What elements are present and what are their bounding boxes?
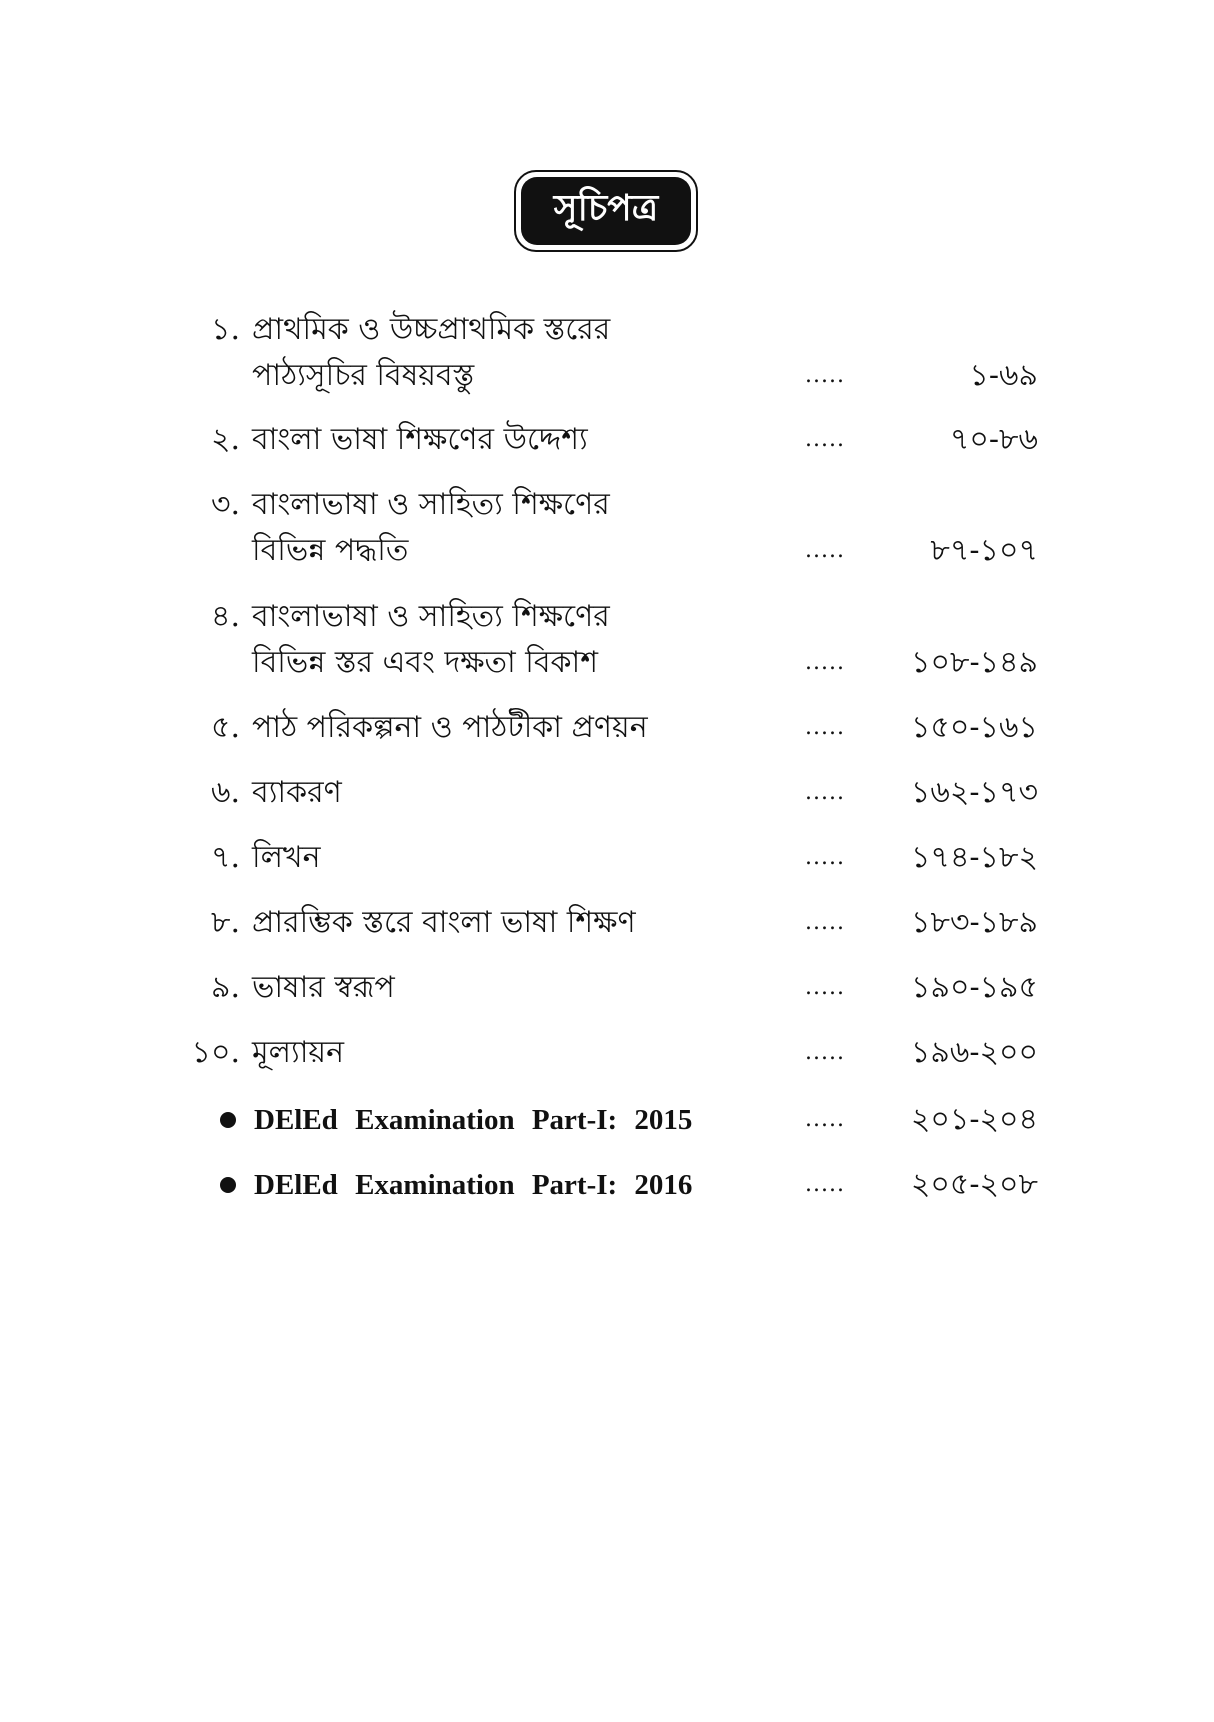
entry-title-line-1: ব্যাকরণ [252, 775, 342, 810]
entry-title-line-1: লিখন [252, 840, 321, 875]
exam-label: DElEd Examination Part-I: 2015 [254, 1104, 693, 1136]
leader-dots: ..... [805, 715, 845, 740]
entry-title-line-1: পাঠ পরিকল্পনা ও পাঠটীকা প্রণয়ন [252, 710, 648, 745]
entry-pages: ১৯৬-২০০ [910, 1035, 1038, 1070]
leader-dots: ..... [805, 780, 845, 805]
entry-pages: ১০৮-১৪৯ [911, 645, 1038, 680]
entry-number: ৮. [210, 905, 240, 940]
entry-number: ৩. [210, 487, 240, 522]
entry-number: ৬. [210, 775, 240, 810]
leader-dots: ..... [805, 363, 845, 388]
leader-dots: ..... [805, 975, 845, 1000]
entry-number: ২. [210, 422, 240, 457]
entry-pages: ২০৫-২০৮ [910, 1167, 1038, 1202]
entry-pages: ১৯০-১৯৫ [911, 970, 1038, 1005]
leader-dots: ..... [805, 427, 845, 452]
entry-title-line-2: বিভিন্ন স্তর এবং দক্ষতা বিকাশ [252, 645, 598, 680]
entry-pages: ১৮৩-১৮৯ [911, 905, 1038, 940]
entry-pages: ২০১-২০৪ [910, 1102, 1038, 1137]
entry-pages: ১৬২-১৭৩ [910, 775, 1038, 810]
entry-title-line-1: প্রারম্ভিক স্তরে বাংলা ভাষা শিক্ষণ [252, 905, 636, 940]
leader-dots: ..... [805, 538, 845, 563]
entry-title-line-2: বিভিন্ন পদ্ধতি [252, 533, 409, 568]
page-title: সূচিপত্র [521, 177, 691, 245]
entry-number: ৪. [210, 599, 240, 634]
entry-number: ৭. [210, 840, 240, 875]
bullet-icon [220, 1177, 236, 1193]
entry-number: ১. [210, 312, 240, 347]
entry-title-line-1: বাংলা ভাষা শিক্ষণের উদ্দেশ্য [252, 422, 588, 457]
entry-title-line-1: প্রাথমিক ও উচ্চপ্রাথমিক স্তরের [252, 312, 611, 347]
entry-number: ১০. [191, 1035, 240, 1070]
entry-pages: ১৭৪-১৮২ [910, 840, 1038, 875]
leader-dots: ..... [805, 1107, 845, 1132]
entry-pages: ৮৭-১০৭ [930, 533, 1038, 568]
entry-title-line-1: মূল্যায়ন [252, 1035, 344, 1070]
entry-pages: ১৫০-১৬১ [910, 710, 1038, 745]
leader-dots: ..... [805, 1040, 845, 1065]
leader-dots: ..... [805, 910, 845, 935]
entry-pages: ৭০-৮৬ [949, 422, 1038, 457]
leader-dots: ..... [805, 650, 845, 675]
entry-title-line-1: বাংলাভাষা ও সাহিত্য শিক্ষণের [252, 599, 610, 634]
title-frame [514, 170, 698, 252]
entry-number: ৯. [210, 970, 240, 1005]
leader-dots: ..... [805, 1172, 845, 1197]
entry-number: ৫. [210, 710, 240, 745]
entry-title-line-1: ভাষার স্বরূপ [252, 970, 395, 1005]
bullet-icon [220, 1112, 236, 1128]
leader-dots: ..... [805, 845, 845, 870]
entry-title-line-2: পাঠ্যসূচির বিষয়বস্তু [252, 358, 475, 393]
entry-pages: ১-৬৯ [969, 358, 1038, 393]
exam-label: DElEd Examination Part-I: 2016 [254, 1169, 693, 1201]
entry-title-line-1: বাংলাভাষা ও সাহিত্য শিক্ষণের [252, 487, 610, 522]
